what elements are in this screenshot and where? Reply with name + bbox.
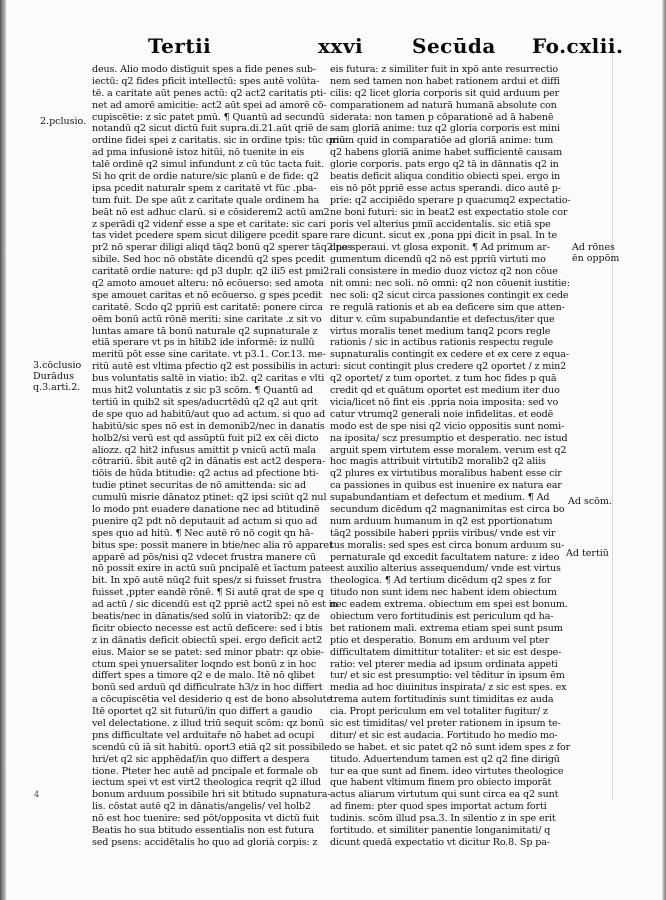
text-line: arguit spem virtutem esse moralem. verum est q2 bbox=[330, 444, 567, 456]
text-line: modo est de spe nisi q2 vicio oppositis sunt nomi- bbox=[330, 420, 565, 432]
text-line: poris vel alterius pmiī accidentalis. sic etiā spe bbox=[330, 218, 551, 230]
text-line: est auxilio alterius assequendum/ vnde est virtus bbox=[330, 563, 561, 575]
margin-note-conclusio-2: 2.pclusio. bbox=[40, 116, 87, 127]
text-line: habitū/sic spes nō est in demonib2/nec in danatis bbox=[92, 420, 325, 432]
margin-note-line: Durādus bbox=[33, 371, 75, 382]
text-line: rationis / sic in actibus rationis respectu regule bbox=[330, 337, 554, 349]
text-line: nec eadem extrema. obiectum em spei est bonum. bbox=[330, 599, 568, 611]
text-line: Si ho qrit de ordie nature/sic planū e de fide: q2 bbox=[92, 171, 319, 183]
text-line: bit. In xpō autē nūq2 fuit spes/z si fuisset frustra bbox=[92, 575, 322, 587]
text-line: de spe quo ad habitū/aut quo ad actum. si quo ad bbox=[92, 408, 326, 420]
running-head-left: Tertii bbox=[148, 34, 212, 58]
text-line: eis nō pōt ppriē esse actus sperandi. dico autē p- bbox=[330, 182, 561, 194]
text-line: lis. cōstat autē q2 in dānatis/angelis/ vel holb2 bbox=[92, 801, 311, 813]
text-line: prie: q2 accipiēdo sperare p quacumq2 expectatio- bbox=[330, 194, 571, 206]
margin-note-conclusio-3 bbox=[33, 360, 81, 393]
text-line: difficultatem dimittitur totaliter: et sic est despe- bbox=[330, 646, 562, 658]
text-line: ne boni futuri: sic in beat2 est expectatio stole cor bbox=[330, 206, 568, 218]
text-line: scendū cū iā sit habitū. oport3 etiā q2 sit possibile bbox=[92, 741, 330, 753]
text-line: eis futura: z similiter fuit in xpō ante resurrectio bbox=[330, 64, 558, 75]
text-line: Itē oportet q2 sit futurū/in quo differt a gaudio bbox=[92, 706, 313, 718]
text-line: ptio et desperatio. Bonum em arduum vel pter bbox=[330, 634, 549, 646]
text-line: caritatē. Scdo q2 ppriū est caritatē: ponere circa bbox=[92, 301, 323, 313]
text-line: obiectum vero fortitudinis est periculum qd ha- bbox=[330, 610, 554, 622]
margin-note-line: 3.cōclusio bbox=[33, 360, 82, 371]
text-line: vicia/licet nō fint eis .ppria noia imposita: sed vo bbox=[330, 396, 559, 408]
text-line: re regulā rationis et ab ea deficere sim que atten- bbox=[330, 301, 565, 313]
text-line: bonū sed arduū qd difficulrate h3/z in hoc differt bbox=[92, 682, 323, 694]
text-column-right bbox=[330, 64, 571, 849]
text-line: comparationem ad naturā humanā absolute con bbox=[330, 99, 557, 111]
text-line: deus. Alio modo distīguit spes a fide penes sub- bbox=[92, 64, 317, 75]
text-line: cia. Propt periculum em vel totaliter fugitur/ z bbox=[330, 706, 548, 718]
text-line: ritū autē est vltima pfectio q2 est possibilis in actu bbox=[92, 361, 331, 373]
text-line: secundum dicēdum q2 magnanimitas est circa bo bbox=[330, 503, 565, 515]
text-line: q2 habens gloriā anime habet sufficientē causam bbox=[330, 147, 563, 159]
text-line: nem sed tamen non habet rationem ardui et diffi bbox=[330, 75, 560, 87]
text-line: nec soli: q2 sicut circa passiones contingit ex cede bbox=[330, 289, 569, 301]
text-line: z in dānatis deficit obiectū spei. ergo deficit act2 bbox=[92, 634, 323, 646]
text-line: etiā sperare vt ps in hītib2 ide informē: iz nullū bbox=[92, 337, 315, 349]
text-line: talē ordinē q2 simul infundunt z cū tūc tacta fuit. bbox=[92, 159, 324, 171]
text-line: beatis/nec in dānatis/sed solū in viatorib2: qz de bbox=[92, 610, 320, 622]
text-line: ratio: vel pterer media ad ipsum ordinata appeti bbox=[330, 658, 558, 670]
text-line: tur ea que sunt ad finem. ideo virtutes theologice bbox=[330, 765, 564, 777]
text-line: beāt nō est adhuc clarū. si e cōsiderem2 actū am2 bbox=[92, 206, 330, 218]
text-line: tudie ptinet securitas de nō amittenda: sic ad bbox=[92, 480, 306, 492]
margin-note-line: q.3.arti.2. bbox=[33, 382, 81, 393]
text-line: pernaturale qd excedit facultatem nature: z ideo bbox=[330, 551, 560, 563]
text-line: pr2 nō sperar diligi aliqd tāq2 bonū q2 sperer tāq2 pos bbox=[92, 242, 352, 254]
text-line: media ad hoc diuinitus inspirata/ z sic est spes. ex bbox=[330, 682, 567, 694]
text-line: apparē ad pōs/nisi q2 vdecet frustra manere cū bbox=[92, 551, 316, 563]
margin-note-line: Ad rōnes bbox=[572, 242, 615, 253]
text-line: lo modo pnt euadere danatione nec ad btitudinē bbox=[92, 503, 320, 515]
text-line: bonum arduum possibile hri sit btitudo supnatura- bbox=[92, 789, 331, 801]
text-line: ri: sicut contingit plus credere q2 oportet / z min2 bbox=[330, 361, 567, 373]
text-line: rare dicunt. sicut ex ,pona ppi dicit in psal. In te bbox=[330, 230, 557, 242]
text-line: cumulū misrie dānatoz ptinet: q2 ipsi sciūt q2 nul bbox=[92, 492, 327, 504]
text-line: q2 oportet/ z tum oportet. z tum hoc fides p quā bbox=[330, 373, 557, 385]
text-line: sed psens: accidētalis ho quo ad glorià corpis: z bbox=[92, 836, 318, 848]
text-line: trema autem fortitudinis sunt timiditas ez auda bbox=[330, 694, 554, 706]
text-line: ditur v. cūm supabundantie et defectus/iter que bbox=[330, 313, 555, 325]
margin-note-line: ēn oppōm bbox=[572, 253, 620, 264]
text-line: notandū q2 sicut dictū fuit supra.di.21.aūt qriē de bbox=[92, 123, 328, 135]
text-line: tudinis. scōm illud psa.3. In silentio z in spe erit bbox=[330, 813, 556, 825]
text-line: sic est timiditas/ vel preter rationem in ipsum te- bbox=[330, 717, 561, 729]
text-line: tertiū in quib2 sit spes/aducrtēdū q2 q2 aut qrit bbox=[92, 396, 318, 408]
running-head-right: Secūda bbox=[412, 34, 496, 58]
text-line: q2 amoto amouet alteru: nō ecōuerso: sed amota bbox=[92, 278, 324, 290]
text-line: ficitr obiecto necesse est actū deficere: sed i btis bbox=[92, 622, 323, 634]
text-line: ditur/ et sic est audacia. Fortitudo ho medio mo- bbox=[330, 729, 558, 741]
text-line: puenire q2 pdt nō deputauit ad actum si quo ad bbox=[92, 515, 318, 527]
text-line: eius. Maior se se patet: sed minor pbatr: qz obie- bbox=[92, 646, 324, 658]
text-line: aliozz. q2 hit2 infusus amittit p vnicū actū mala bbox=[92, 444, 316, 456]
text-line: cilis: q2 licet gloria corporis sit quid arduum per bbox=[330, 87, 560, 99]
text-line: mus hit2 voluntatis z sic p3 scōm. ¶ Quantū ad bbox=[92, 385, 313, 397]
text-line: luntas amare tā bonū naturale q2 supnaturale z bbox=[92, 325, 318, 337]
folio-number: Fo.cxlii. bbox=[532, 34, 624, 58]
text-line: q2 plures ex virtutibus moralibus habent esse cir bbox=[330, 468, 562, 480]
running-head-distinction: xxvi bbox=[318, 34, 364, 58]
text-line: tē. a caritate aūt penes actū: q2 act2 caritatis pti- bbox=[92, 87, 327, 99]
text-line: cōtrariū. ŝbit autē q2 in dānatis est act2 despera- bbox=[92, 456, 326, 468]
text-line: titudo non sunt idem nec habent idem obiectum bbox=[330, 587, 557, 599]
text-line: iectum spei vt est virt2 theologica reqrit q2 illud bbox=[92, 777, 321, 789]
margin-note-ad-rones bbox=[572, 242, 619, 264]
text-line: sam gloriā anime: tuz q2 gloria corporis est mini bbox=[330, 123, 560, 135]
text-line: spes quo ad hitū. ¶ Nec autē rō nō cogit qn hā- bbox=[92, 527, 314, 539]
text-line: fortitudo. et similiter panentie longanimitati/ q bbox=[330, 825, 551, 836]
text-line: meritū pōt esse sine caritate. vt p3.1. Cor.13. me- bbox=[92, 349, 326, 361]
text-line: tione. Pteter hec autē ad pncipale et formale ob bbox=[92, 765, 318, 777]
text-line: catur vtrumq2 generali noie infidelitas. et eodē bbox=[330, 408, 554, 420]
text-column-left bbox=[92, 64, 352, 849]
text-line: do se habet. et sic patet q2 nō sunt idem spes z for bbox=[330, 741, 571, 753]
text-line: bet rationem mali. extrema etiam spei sunt psum bbox=[330, 622, 563, 634]
text-line: credit qd et quātum oportet est medium iter duo bbox=[330, 385, 560, 397]
text-line: ca passiones in quibus est inuenire ex natura ear bbox=[330, 480, 562, 492]
text-line: nit omni: nec soli. nō omni: q2 non cōuenit iustitie: bbox=[330, 278, 570, 290]
text-line: holb2/si verū est qd assūptū fuit pi2 ex cēi dicto bbox=[92, 432, 319, 444]
scan-edge-left bbox=[0, 0, 6, 900]
text-line: titudo. Aduertendum tamen est q2 q2 fine dirigū bbox=[330, 753, 560, 765]
text-line: a cōcupiscētia vel desiderio q est de bono absolute bbox=[92, 694, 332, 706]
text-line: virtus moralis tenet medium tanq2 pcors regle bbox=[330, 325, 551, 337]
text-line: ad finem: pter quod spes importat actum forti bbox=[330, 801, 547, 813]
text-line: hoc magis attribuit virtutib2 moralib2 q2 aliis bbox=[330, 456, 546, 468]
text-line: tur/ et sic est presumptio: vel tēditur in ipsum ēm bbox=[330, 670, 565, 682]
text-line: theologica. ¶ Ad tertium dicēdum q2 spes z for bbox=[330, 575, 552, 587]
text-line: z sperādi q2 videnř esse a spe et caritate: sic cari bbox=[92, 218, 326, 230]
text-line: siderata: non tamen p cōparationē ad ā habenē bbox=[330, 111, 554, 123]
text-line: ctum spei ynuersaliter loqndo est bonū z in hoc bbox=[92, 658, 317, 670]
margin-note-ad-tertium: Ad tertiū bbox=[566, 548, 609, 559]
text-line: caritatē ordie nature: qd p3 duplr. q2 ili5 est pmi2 bbox=[92, 266, 330, 278]
text-line: differt spes a timore q2 e de malo. Itē nō qlibet bbox=[92, 670, 315, 682]
column-gutter-rule bbox=[612, 40, 613, 800]
text-line: Beatis ho sua btitudo essentialis non est futura bbox=[92, 825, 314, 836]
text-line: iectū: q2 fides pficit intellectū: spes autē volūta- bbox=[92, 75, 320, 87]
text-line: tum fuit. De spe aūt z caritate quale ordinem ha bbox=[92, 194, 320, 206]
text-line: ad pma infusionē istoz hitūi, nō tuenite in eis bbox=[92, 147, 305, 159]
text-line: dne speraui. vt glosa exponit. ¶ Ad primum ar- bbox=[330, 242, 550, 254]
text-line: spe amouet caritas et nō ecōuerso. g spes pcedit bbox=[92, 289, 322, 301]
text-line: pns difficultate vel arduitaře nō habet ad ocupi bbox=[92, 729, 315, 741]
text-line: gumentum dicendū q2 nō est ppriū virtuti mo bbox=[330, 254, 546, 266]
text-line: na iposita/ scz presumptio et desperatio. nec istud bbox=[330, 432, 568, 444]
text-line: oēm bonū actū rōnē meriti: sine caritate .z sit vo bbox=[92, 313, 322, 325]
text-line: ad actū / sic dicendū est q2 ppriē act2 spei nō est in bbox=[92, 599, 338, 611]
text-line: num arduum humanum in q2 est pportionatum bbox=[330, 515, 553, 527]
text-line: tāq2 possibile haberi ppriis viribus/ vnde est vir bbox=[330, 527, 556, 539]
text-line: que habent vltimum finem pro obiecto imporāt bbox=[330, 777, 552, 789]
text-line: dicunt quedā expectatio vt dicitur Ro.8. Sp pa- bbox=[330, 836, 550, 848]
text-line: nō est hoc tuenire: sed pōt/opposita vt dictū fuit bbox=[92, 813, 319, 825]
text-line: mum quid in comparatiōe ad gloriā anime: tum bbox=[330, 135, 554, 147]
text-line: tiōis de hūda btitudie: q2 actus ad pfectione bti- bbox=[92, 468, 319, 480]
text-line: sibile. Sed hoc nō obstāte dicendū q2 spes pcedit bbox=[92, 254, 325, 266]
text-line: vel delectatione. z illud triū sequit scōm: qz bonū bbox=[92, 717, 325, 729]
text-line: bitus spe: possit manere in btie/nec alia rō apparet bbox=[92, 539, 333, 551]
text-line: nō possit exire in actū suū pncipalē et īactum pate bbox=[92, 563, 331, 575]
text-line: supnaturalis contingit ex cedere et ex cere z equa- bbox=[330, 349, 569, 361]
corner-mark: 4 bbox=[34, 790, 40, 799]
text-line: rali consistere in medio duoz victoz q2 non cōue bbox=[330, 266, 558, 278]
text-line: beatis deficit aliqua conditio obiecti spei. ergo in bbox=[330, 171, 561, 183]
text-line: bus voluntatis saltē in viatio: ib2. q2 caritas e vlti bbox=[92, 373, 325, 385]
text-line: supabundantiam et defectum et medium. ¶ Ad bbox=[330, 492, 550, 504]
text-line: cupiscētie: z sic patet pmū. ¶ Quantū ad secundū bbox=[92, 111, 325, 123]
text-line: net ad amorē amicitie: act2 aūt spei ad amorē cō- bbox=[92, 99, 327, 111]
text-line: fuisset ,ppter eandē rōnē. ¶ Si autē qrat de spe q bbox=[92, 587, 324, 599]
text-line: actus aliarum virtutum qui sunt circa ea q2 sunt bbox=[330, 789, 559, 801]
text-line: ordine fidei spei z caritatis. sic in ordine tpis: tūc qriū bbox=[92, 135, 346, 147]
scan-edge-right bbox=[662, 0, 666, 900]
text-line: glorie corporis. pats ergo q2 tā in dānnatis q2 in bbox=[330, 159, 559, 171]
text-line: ipsa pcedit naturalr spem z caritatē vt fūc .pba- bbox=[92, 182, 317, 194]
text-line: tas videt pcedere spem sicut diligere pcedit spare bbox=[92, 230, 328, 242]
text-line: tus moralis: sed spes est circa bonum arduum su- bbox=[330, 539, 565, 551]
margin-note-ad-secundum: Ad scōm. bbox=[568, 496, 612, 507]
text-line: hri/et q2 sic apphēdaf/in quo differt a despera bbox=[92, 753, 310, 765]
